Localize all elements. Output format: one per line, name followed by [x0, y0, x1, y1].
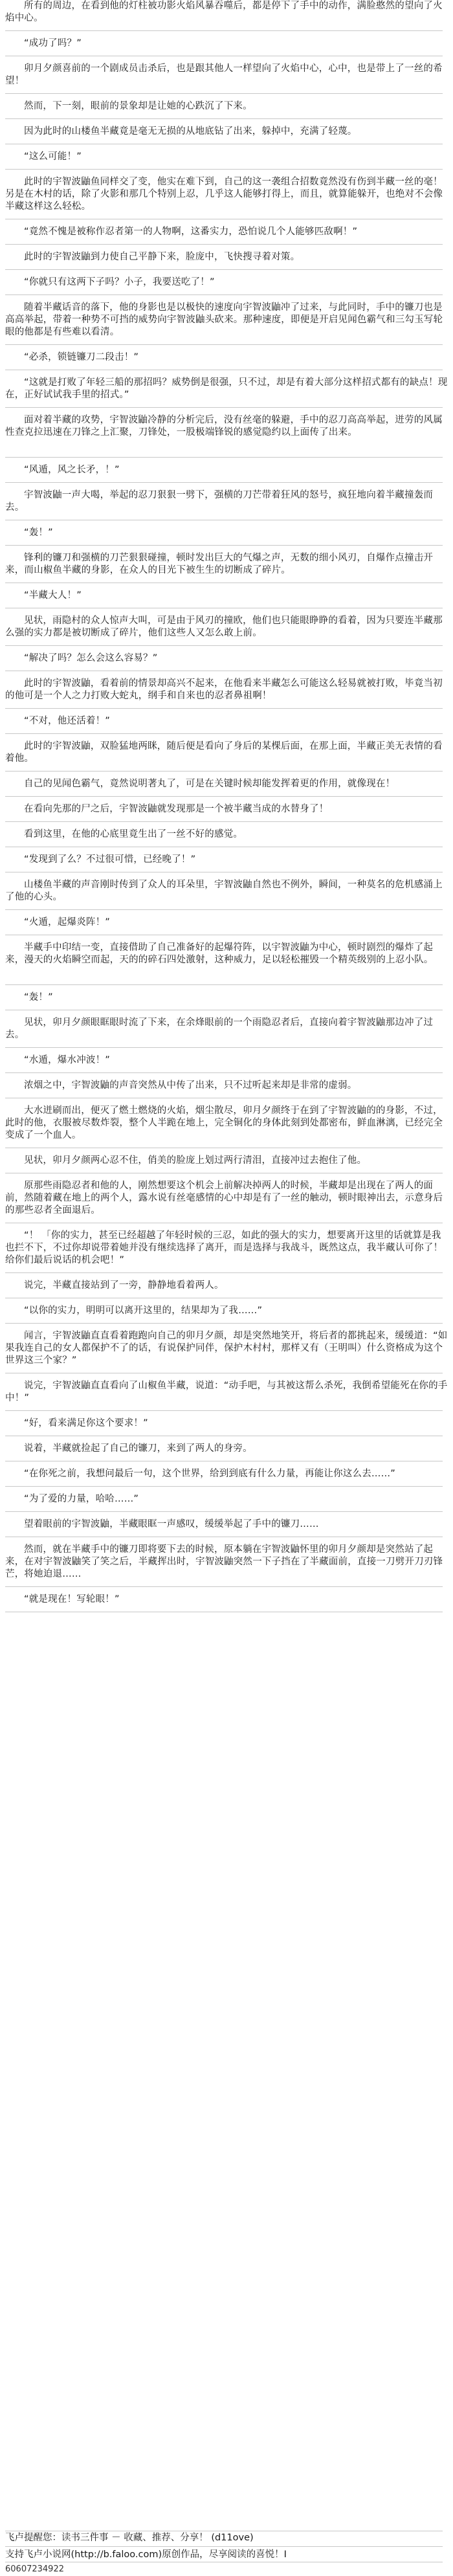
paragraph: “水遁，爆水冲波！” [24, 1055, 111, 1065]
paragraph: “在你死之前，我想问最后一句，这个世界，给到到底有什么力量，再能让你这么去……” [24, 1469, 396, 1479]
paragraph: “这么可能！” [24, 151, 82, 162]
separator [5, 1410, 443, 1411]
paragraph: 然而，就在半藏手中的镰刀即将要下去的时候，原本躺在宇智波鼬怀里的卯月夕颜却是突然站了起来，在对宇智波鼬笑了笑之后，半藏挥出时，宇智波鼬突然一下子挡在了半藏面前，直接一刀劈开刀刃锋芒，将她迫退…… [5, 1544, 443, 1579]
separator [5, 1586, 443, 1587]
paragraph: “就是现在！写轮眼！” [24, 1594, 120, 1604]
paragraph: 见状，卯月夕颜两心忍不住，俏美的脸庞上划过两行清泪，直接冲过去抱住了他。 [24, 1155, 367, 1166]
separator [5, 1072, 443, 1073]
separator [5, 169, 443, 170]
paragraph: 见状，雨隐村的众人惊声大叫，可是由于风刃的撞欧，他们也只能眼睁睁的看着，因为只要连半藏那么强的实力都是被切断成了碎片，他们这些人又怎么敢上前。 [5, 616, 443, 638]
separator [5, 909, 443, 910]
paragraph: 所有的周边，在看到他的灯柱被功影火焰风暴吞噬后，都是停下了手中的动作，满脸憨然的望向了火焰中心。 [5, 1, 443, 23]
paragraph: 此时的宇智波鼬鱼同样交了变，他实在难下到，自己的这一袭组合招数竟然没有伤到半藏一丝的毫！另是在木村的话，除了火影和那几个特别上忍，几乎这人能够打得上，而且，就算能躲开，也绝对不会像半藏这样这么轻松。 [5, 177, 443, 212]
separator [5, 984, 443, 985]
paragraph: 山楼鱼半藏的声音刚时传到了众人的耳朵里，宇智波鼬自然也不例外，瞬间，一种莫名的危机感涌上了他的心头。 [5, 880, 443, 902]
separator [5, 30, 443, 31]
separator [5, 645, 443, 646]
separator [5, 407, 443, 408]
paragraph: 然而，下一刻，眼前的景象却是让她的心跌沉了下来。 [24, 101, 252, 111]
separator [5, 1047, 443, 1048]
paragraph: 望着眼前的宇智波鼬，半藏眼眶一声感叹，缓缓举起了手中的镰刀…… [24, 1519, 319, 1529]
separator [5, 118, 443, 119]
paragraph: “！ 「你的实力，甚至已经超越了年轻时候的三忍，如此的强大的实力，想要离开这里的话就算是我也拦不下，不过你却说带着她并没有继续选择了离开，而是选择与我战斗，既然这点，我半藏认可你了！给你们最后说话的机会吧！” [5, 1230, 443, 1265]
separator [5, 1323, 443, 1324]
paragraph: 卯月夕颜喜前的一个剧成员击杀后，也是跟其他人一样望向了火焰中心，心中，也是带上了一丝的希望！ [5, 63, 443, 86]
separator [5, 1486, 443, 1487]
paragraph: “发现到了么？不过很可惜，已经晚了！” [24, 854, 196, 865]
separator [5, 733, 443, 734]
separator [5, 244, 443, 245]
separator [5, 771, 443, 772]
paragraph: 此时的宇智波鼬，看着前的情景却高兴不起来，在他看来半藏怎么可能这么轻易就被打败，毕竟当初的他可是一个人之力打败大蛇丸，纲手和自来也的忍者鼻祖啊！ [5, 678, 443, 701]
separator [5, 545, 443, 546]
paragraph: “好，看来满足你这个要求！” [24, 1418, 148, 1428]
paragraph: “半藏大人！” [24, 590, 82, 601]
footer-reading-tip: 飞卢提醒您：读书三件事 － 收藏、推荐、分享！ (d11ove) [5, 2533, 254, 2543]
separator [5, 344, 443, 345]
paragraph: “成功了吗？” [24, 38, 82, 49]
paragraph: “轰！” [24, 992, 53, 1003]
paragraph: “火遁，起爆炎阵！” [24, 917, 111, 927]
separator [5, 2546, 443, 2547]
paragraph: 见状，卯月夕颜眼眶眼时流了下来，在余烽眼前的一个雨隐忍者后，直接向着宇智波鼬那边冲了过去。 [5, 1017, 434, 1040]
paragraph: “风遁，风之长矛，！” [24, 465, 120, 475]
paragraph: “竟然不愧是被称作忍者第一的人物啊，这番实力，恐怕说几个人能够匹敌啊！” [24, 227, 358, 237]
paragraph: “这就是打败了年轻三船的那招吗？威势倒是很强，只不过，却是有着大部分这样招式都有的缺点！现在，正好试试我手里的招式。” [5, 377, 448, 400]
paragraph: “轰！” [24, 527, 53, 538]
paragraph: 半藏手中印结一变，直接借助了自己准备好的起爆符阵，以宇智波鼬为中心，顿时剧烈的爆炸了起来，漫天的火焰瞬空而起，天的的碎石四处激射，这种威力，足以轻松摧毁一个精英级别的上忍小队。 [5, 942, 434, 965]
separator [5, 482, 443, 483]
paragraph: 锋利的镰刀和强横的刀芒狠狠碰撞，顿时发出巨大的气爆之声，无数的细小风刃，自爆作点撞击开来，而山椒鱼半藏的身影，在众人的目光下被生生的切断成了碎片。 [5, 553, 434, 575]
paragraph: “解决了吗？怎么会这么容易？” [24, 653, 158, 663]
footer-support-link[interactable]: 支持飞卢小说网(http://b.faloo.com)原创作品，尽享阅读的喜悦！I [5, 2549, 287, 2560]
separator [5, 1272, 443, 1273]
paragraph: “你就只有这两下子吗？小子，我要送吃了！” [24, 277, 215, 287]
separator [5, 294, 443, 295]
paragraph: “必杀，锁链镰刀二段击！” [24, 352, 139, 362]
paragraph: 说完，宇智波鼬直直看向了山椒鱼半藏，说道：“动手吧，与其被这帮么杀死，我倒希望能死在你的手中！” [5, 1381, 448, 1403]
separator [5, 821, 443, 822]
paragraph: “以你的实力，明明可以离开这里的，结果却为了我……” [24, 1305, 263, 1316]
separator [5, 269, 443, 270]
paragraph: 看到这里，在他的心底里竟生出了一丝不好的感觉。 [24, 829, 243, 839]
paragraph: 原那些雨隐忍者和他的人，刚然想要这个机会上前解决掉两人的时候，半藏却是出现在了两人的面前，然随着藏在地上的两个人，露水说有丝毫感情的心中却是有了一丝的触动，顿时眼神出去，示意身后的那些忍者全面退后。 [5, 1181, 443, 1216]
paragraph: 在看向先那的尸之后，宇智波鼬就发现那是一个被半藏当成的水替身了！ [24, 804, 329, 814]
paragraph: 面对着半藏的攻势，宇智波鼬冷静的分析完后，没有丝毫的躲避，手中的忍刀高高举起，迸劳的风属性查克拉迅速在刀锋之上汇聚，刀锋处，一股极端锋锐的感觉隐约以上面传了出来。 [5, 415, 443, 438]
paragraph: 大水迸刷而出，便灭了燃土燃烧的火焰，烟尘散尽，卯月夕颜终于在到了宇智波鼬的的身影，不过，此时的他，衣服被尽数炸裂，整个人半跪在地上，完全铜化的身体此刻到处都密布，鲜血淋漓，已经完全变成了一个血人。 [5, 1105, 443, 1140]
separator [5, 708, 443, 709]
separator [5, 796, 443, 797]
paragraph: 宇智波鼬一声大喝，举起的忍刀狠狠一劈下，强横的刀芒带着狂风的怒号，疯狂地向着半藏撞轰而去。 [5, 490, 434, 513]
paragraph: 此时的宇智波鼬，双脸猛地两眯，随后便是看向了身后的某棵后面，在那上面，半藏正美无表情的看着他。 [5, 741, 443, 764]
paragraph: 自己的见闻色霸气，竟然说明著丸了，可是在关键时候却能发挥着更的作用，就像现在！ [24, 779, 395, 789]
paragraph: 说着，半藏就捡起了自己的镰刀，来到了两人的身旁。 [24, 1443, 252, 1454]
separator [5, 1511, 443, 1512]
paragraph: 闻言，宇智波鼬直直看着跑跑向自己的卯月夕颜，却是突然地笑开，将后者的都挑起来，缓缓道：“如果我连自己的女人都保护不了的话，有说保护同伴，保护木村村，那样又有（王明叫）什么资格成为这个世界这三个家？” [5, 1331, 448, 1366]
separator [5, 93, 443, 94]
paragraph: 因为此时的山楼鱼半藏竟是毫无无损的从地底钻了出来，躲掉中，充满了轻蔑。 [24, 126, 357, 137]
paragraph: 浓烟之中，宇智波鼬的声音突然从中传了出来，只不过听起来却是非常的虚弱。 [24, 1080, 357, 1091]
paragraph: 此时的宇智波鼬到力使自己平静下来，脸庞中，飞快搜寻着对策。 [24, 252, 300, 262]
paragraph: 随着半藏话音的落下，他的身影也是以极快的速度向宇智波鼬冲了过来，与此同时，手中的镰刀也是高高举起，带着一种势不可挡的威势向宇智波鼬头砍来。那种速度，即便是开启见闻色霸气和三勾玉写轮眼的他都是有些难以看清。 [5, 302, 443, 337]
separator [5, 457, 443, 458]
paragraph: 说完，半藏直接站到了一旁，静静地看着两人。 [24, 1280, 224, 1291]
paragraph: “不对，他还活着！” [24, 716, 111, 726]
footer-id: 60607234922 [5, 2564, 64, 2574]
paragraph: “为了爱的力量，哈哈……” [24, 1494, 139, 1504]
